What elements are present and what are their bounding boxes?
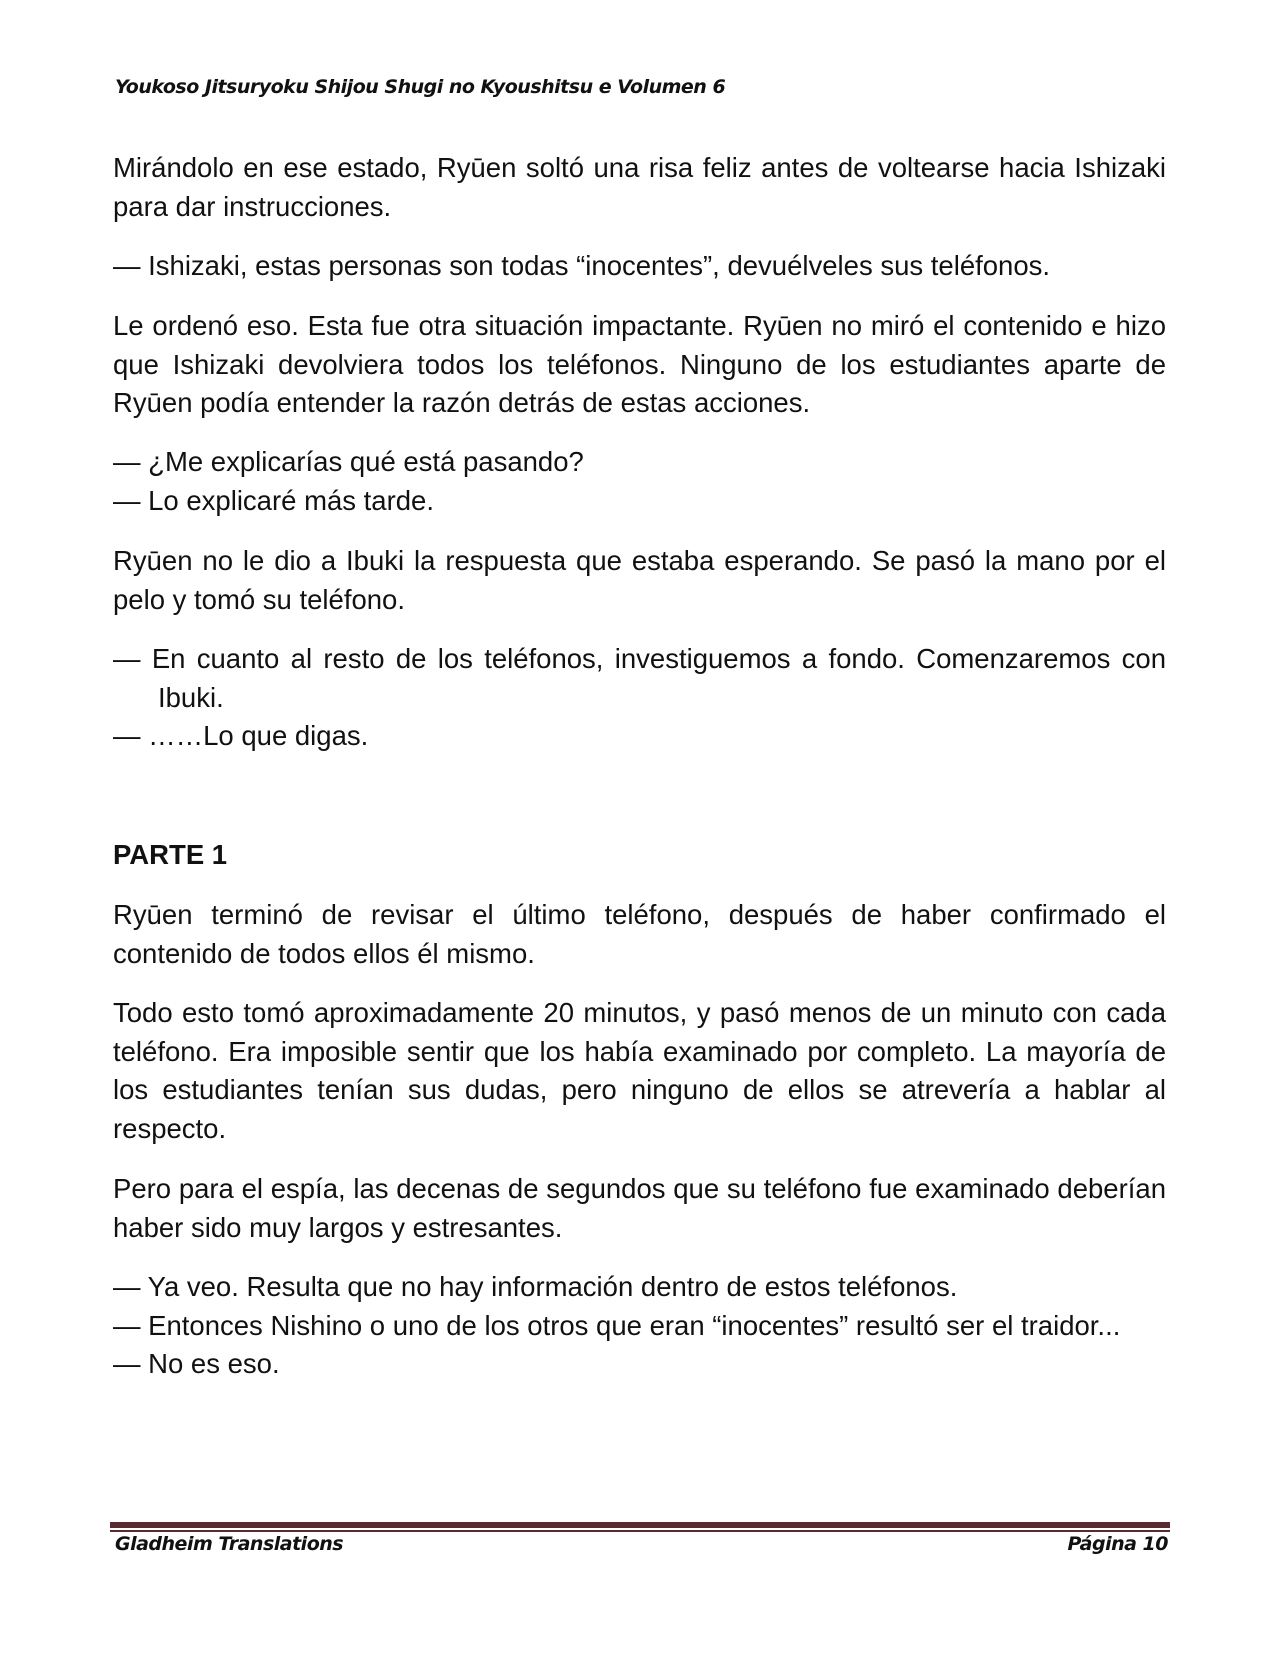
paragraph: Mirándolo en ese estado, Ryūen soltó una risa feliz antes de voltearse hacia Ishizaki para dar instrucciones. (113, 152, 1166, 222)
paragraph: Todo esto tomó aproximadamente 20 minutos, y pasó menos de un minuto con cada teléfono. Era imposible sentir que los había examinado por completo. La mayoría de los estudiantes tenían sus dudas, pero ninguno de ellos se atrevería a hablar al respecto. (113, 997, 1166, 1144)
dialogue-line: — ……Lo que digas. (113, 720, 369, 751)
dialogue-line: — Ishizaki, estas personas son todas “inocentes”, devuélveles sus teléfonos. (113, 250, 1051, 281)
paragraph: Ryūen terminó de revisar el último teléfono, después de haber confirmado el contenido de todos ellos él mismo. (113, 899, 1166, 969)
dialogue-line: — En cuanto al resto de los teléfonos, investiguemos a fondo. Comenzaremos con Ibuki. (113, 643, 1166, 713)
footer-rule-thin (110, 1530, 1170, 1532)
section-heading: PARTE 1 (113, 839, 228, 870)
footer-credit: Gladheim Translations (115, 1533, 344, 1555)
dialogue-block (113, 1268, 1166, 1384)
dialogue-line: — Lo explicaré más tarde. (113, 484, 434, 516)
dialogue-block (113, 640, 1166, 756)
dialogue-line: — No es eso. (113, 1348, 280, 1379)
page-number: Página 10 (1067, 1533, 1168, 1555)
paragraph: Pero para el espía, las decenas de segundos que su teléfono fue examinado deberían haber sido muy largos y estresantes. (113, 1173, 1166, 1243)
dialogue-line: — ¿Me explicarías qué está pasando? (113, 446, 584, 477)
dialogue-block (113, 443, 1166, 520)
dialogue-block (113, 247, 1166, 286)
running-header: Youkoso Jitsuryoku Shijou Shugi no Kyoushitsu e Volumen 6 (115, 76, 726, 98)
footer-rule (110, 1522, 1170, 1528)
dialogue-line: — Ya veo. Resulta que no hay información dentro de estos teléfonos. (113, 1271, 958, 1302)
dialogue-line: — Entonces Nishino o uno de los otros que eran “inocentes” resultó ser el traidor... (113, 1309, 1121, 1341)
paragraph: Ryūen no le dio a Ibuki la respuesta que estaba esperando. Se pasó la mano por el pelo y tomó su teléfono. (113, 545, 1166, 615)
paragraph: Le ordenó eso. Esta fue otra situación impactante. Ryūen no miró el contenido e hizo que Ishizaki devolviera todos los teléfonos. Ninguno de los estudiantes aparte de Ryūen podía entender la razón detrás de estas acciones. (113, 310, 1166, 418)
